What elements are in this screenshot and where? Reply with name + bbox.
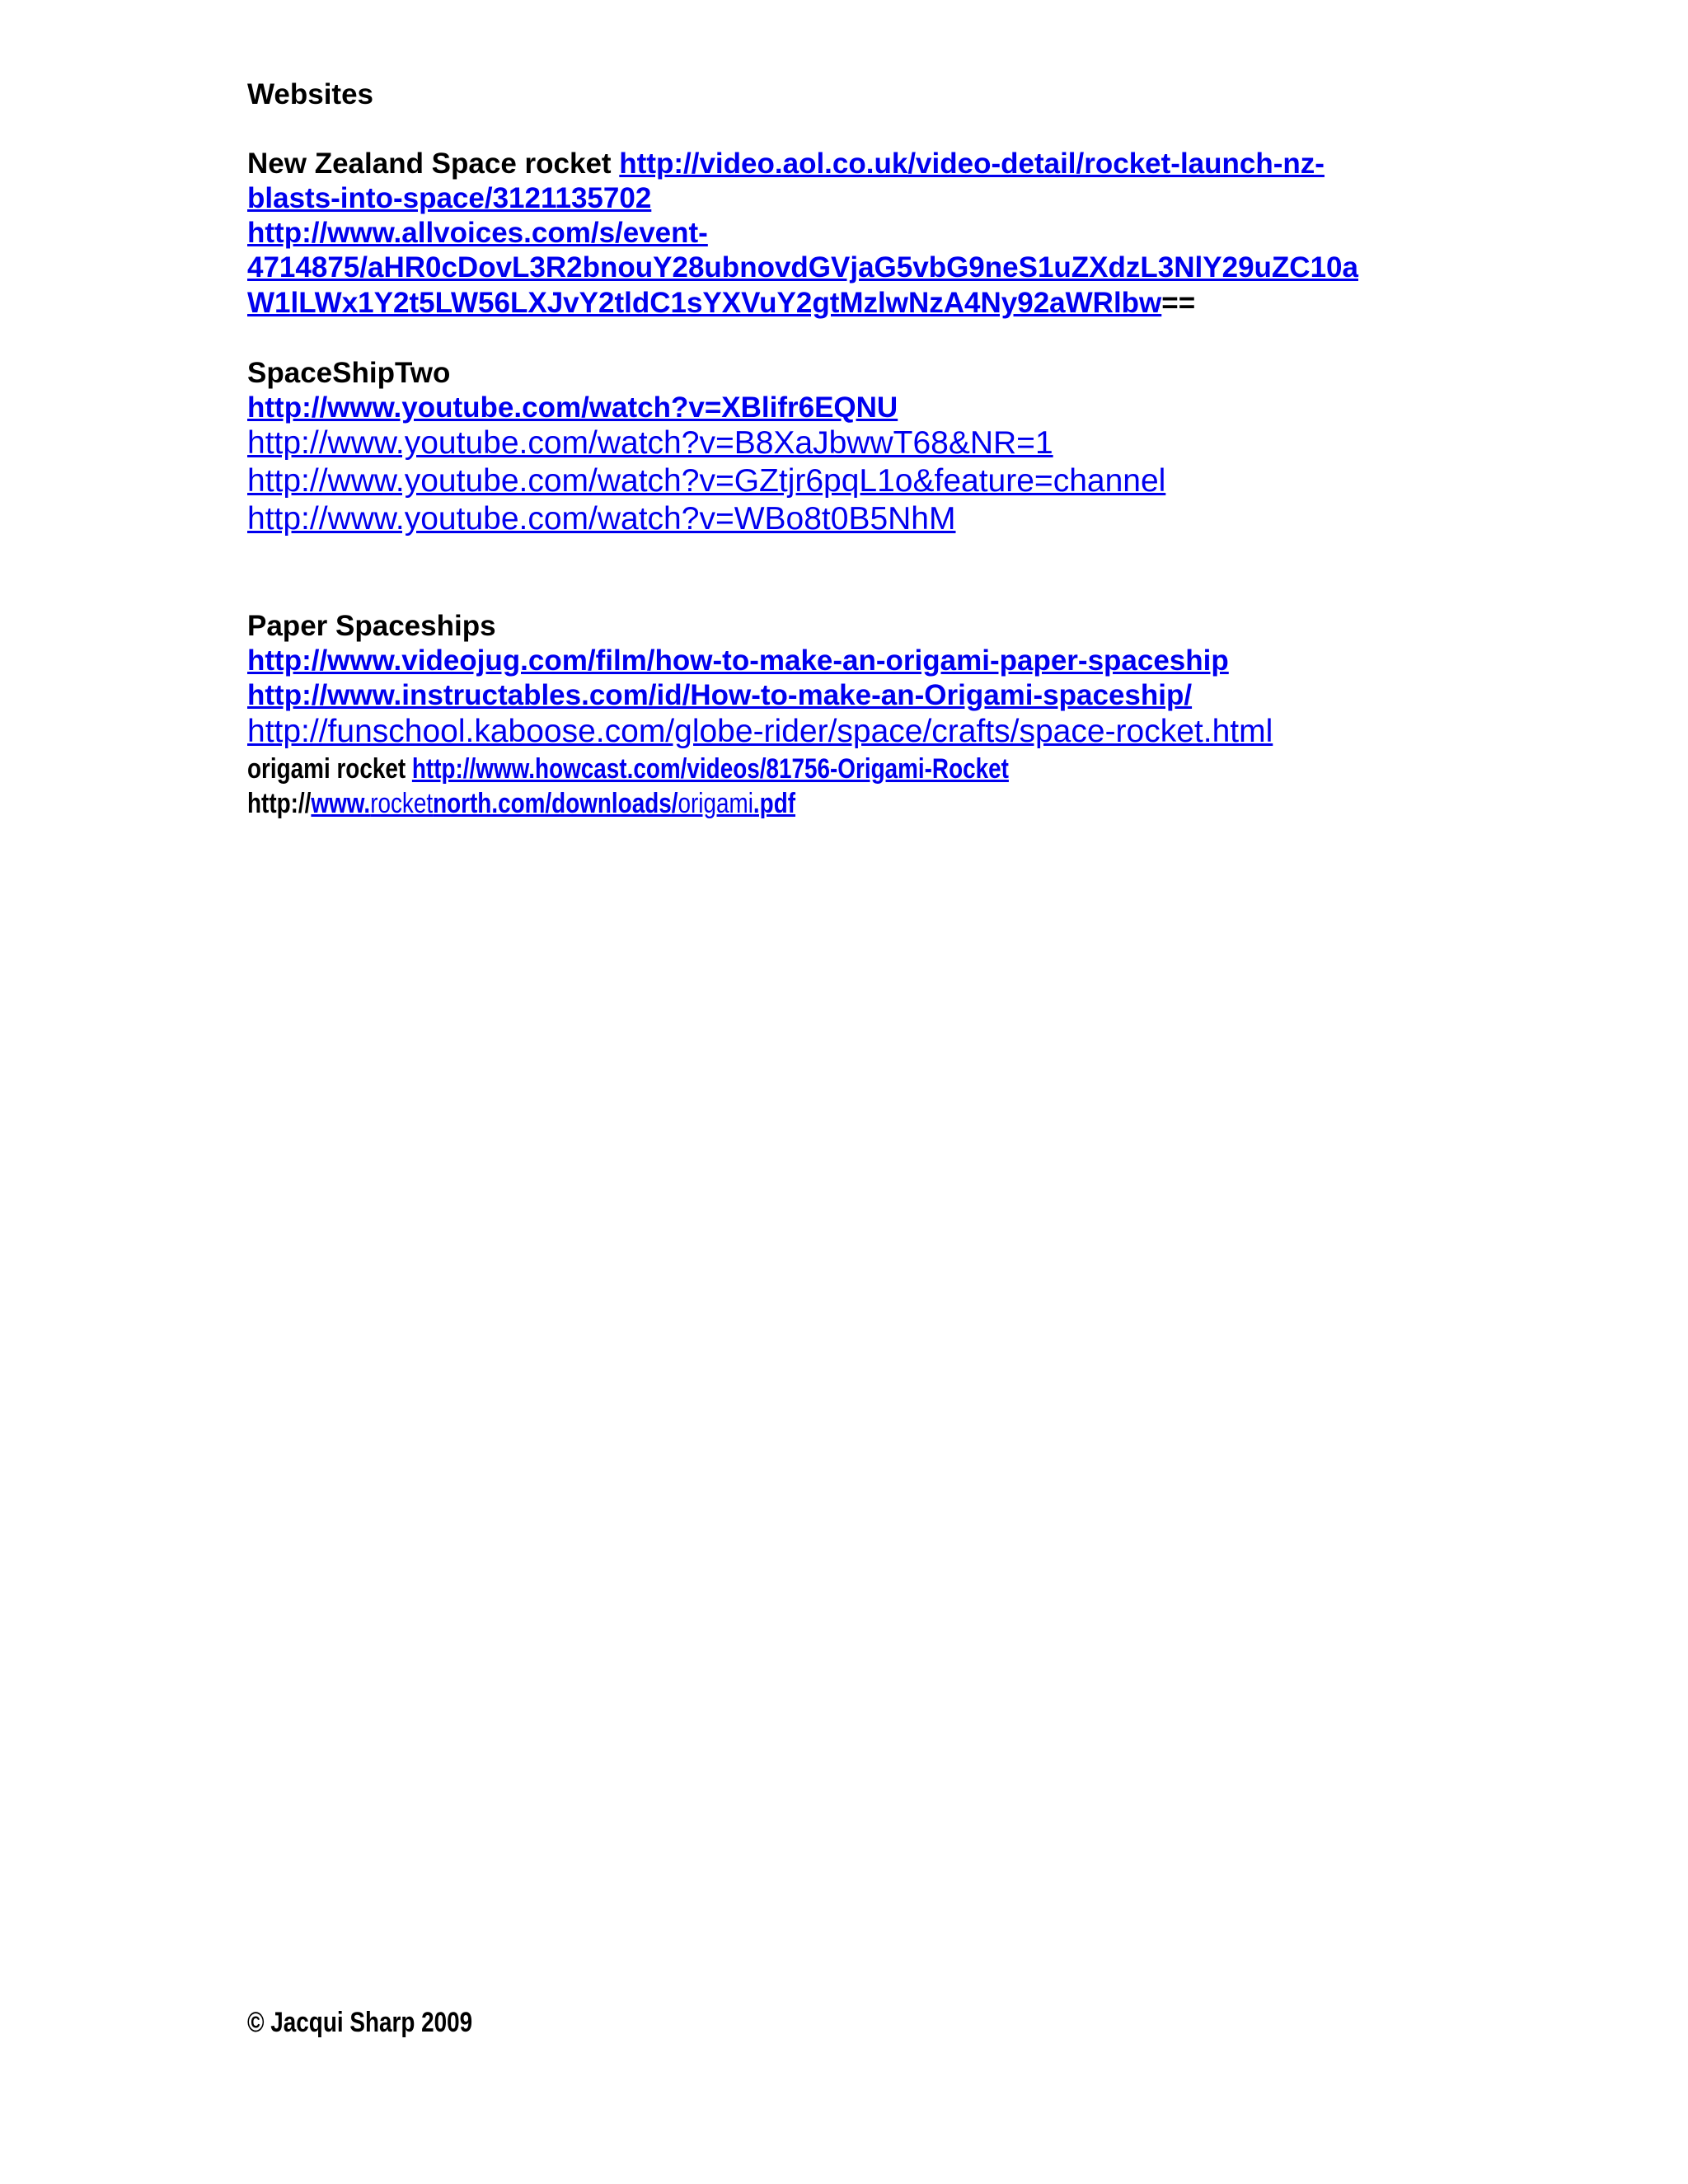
nz-line-4 <box>247 253 1358 282</box>
spaceship-youtube-link-4[interactable]: http://www.youtube.com/watch?v=WBo8t0B5NhM <box>247 501 956 537</box>
nz-aol-link[interactable]: http://video.aol.co.uk/video-detail/rocket-launch-nz- <box>619 148 1325 180</box>
rn-part-pdf: .pdf <box>753 788 796 819</box>
spaceship-link-line-4 <box>247 503 956 535</box>
origami-rocket-line <box>247 755 1009 783</box>
rocketnorth-link[interactable] <box>311 788 795 819</box>
nz-allvoices-link-cont[interactable]: 4714875/aHR0cDovL3R2bnouY28ubnovdGVjaG5vbG9neS1uZXdzL3NlY29uZC10a <box>247 251 1358 284</box>
instructables-link[interactable]: http://www.instructables.com/id/How-to-make-an-Origami-spaceship/ <box>247 679 1193 711</box>
kaboose-link[interactable]: http://funschool.kaboose.com/globe-rider/space/crafts/space-rocket.html <box>247 714 1273 749</box>
footer-copyright: © Jacqui Sharp 2009 <box>247 2007 473 2038</box>
howcast-link[interactable]: http://www.howcast.com/videos/81756-Origami-Rocket <box>411 753 1009 785</box>
spaceshiptwo-title: SpaceShipTwo <box>247 357 451 389</box>
nz-aol-link-cont[interactable]: blasts-into-space/3121135702 <box>247 182 652 214</box>
nz-allvoices-link-end[interactable]: W1lLWx1Y2t5LW56LXJvY2tldC1sYXVuY2gtMzlwNzA4Ny92aWRlbw <box>247 287 1162 319</box>
paper-spaceships-title: Paper Spaceships <box>247 610 496 642</box>
videojug-link[interactable]: http://www.videojug.com/film/how-to-make-an-origami-paper-spaceship <box>247 644 1229 677</box>
paper-link-line-2 <box>247 681 1192 710</box>
nz-line-2 <box>247 184 651 213</box>
rn-part-origami: origami <box>678 788 753 819</box>
nz-suffix: == <box>1161 287 1196 319</box>
nz-label: New Zealand Space rocket <box>247 148 620 180</box>
heading-websites: Websites <box>247 78 374 110</box>
spaceship-link-line-3 <box>247 465 1165 497</box>
spaceship-youtube-link-1[interactable]: http://www.youtube.com/watch?v=XBlifr6EQNU <box>247 391 898 424</box>
spaceship-link-line-1 <box>247 393 898 422</box>
rn-part-www: www. <box>311 788 371 819</box>
rn-part-north: north.com/downloads/ <box>433 788 678 819</box>
rn-part-rocket: rocket <box>370 788 434 819</box>
nz-line-5 <box>247 288 1195 317</box>
spaceship-youtube-link-2[interactable]: http://www.youtube.com/watch?v=B8XaJbwwT68&NR=1 <box>247 425 1053 461</box>
spaceship-youtube-link-3[interactable]: http://www.youtube.com/watch?v=GZtjr6pqL1o&feature=channel <box>247 463 1166 499</box>
origami-rocket-label: origami rocket <box>247 753 412 785</box>
nz-allvoices-link[interactable]: http://www.allvoices.com/s/event- <box>247 217 708 249</box>
rocketnorth-line <box>247 790 795 818</box>
paper-link-line-3 <box>247 715 1273 748</box>
nz-line-1 <box>247 149 1325 178</box>
paper-link-line-1 <box>247 646 1229 675</box>
rocketnorth-prefix: http:// <box>247 788 312 819</box>
nz-line-3 <box>247 218 708 247</box>
spaceship-link-line-2 <box>247 427 1053 459</box>
